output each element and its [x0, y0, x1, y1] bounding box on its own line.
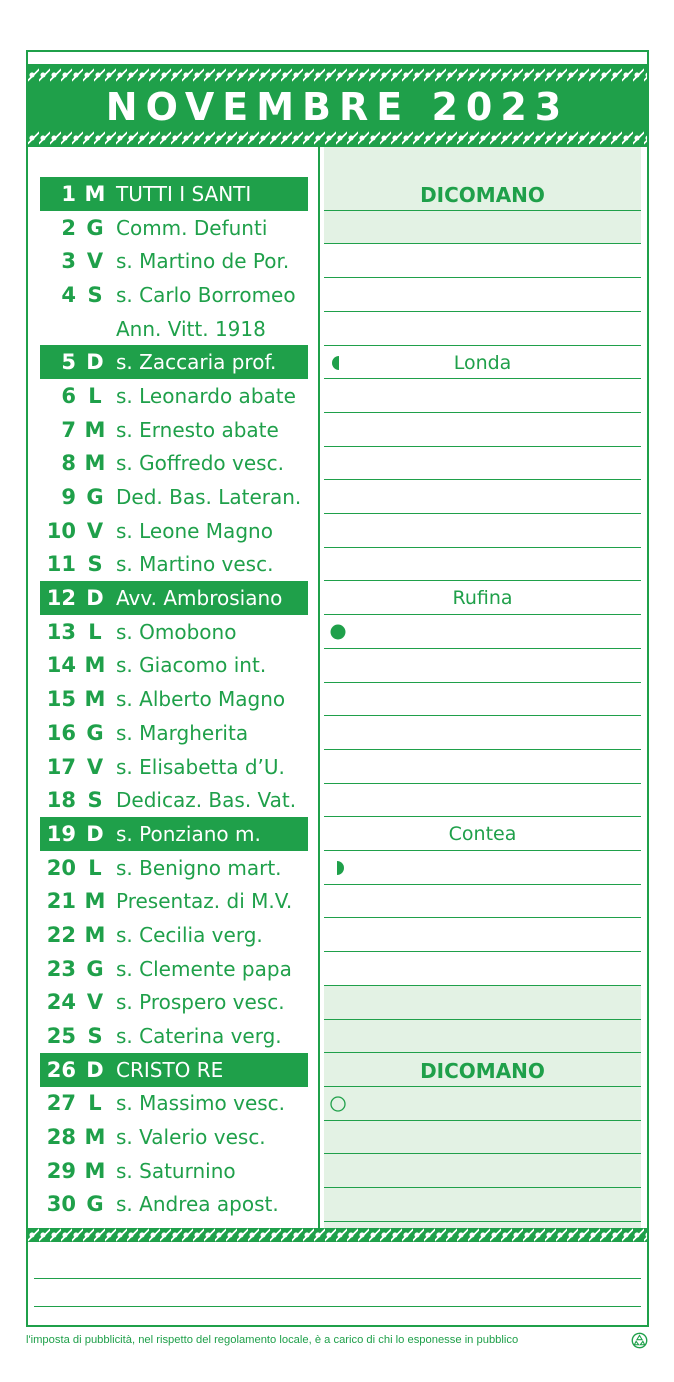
day-row — [40, 851, 308, 885]
day-number: 26 — [46, 1057, 76, 1082]
saint-name: s. Andrea apost. — [116, 1192, 279, 1217]
location-label: Contea — [448, 823, 517, 846]
day-number: 19 — [46, 821, 76, 846]
day-of-week: G — [86, 720, 104, 745]
day-number: 10 — [46, 518, 76, 543]
day-row — [40, 447, 308, 481]
day-number: 29 — [46, 1158, 76, 1183]
days-list — [40, 177, 308, 1221]
ruled-line — [324, 580, 641, 581]
ruled-line — [324, 614, 641, 615]
day-number: 2 — [61, 215, 76, 240]
day-row — [40, 1120, 308, 1154]
last-quarter-moon-icon — [330, 860, 346, 876]
day-of-week: G — [86, 1192, 104, 1217]
day-row — [40, 649, 308, 683]
day-of-week: M — [84, 889, 106, 914]
day-number: 1 — [61, 181, 76, 206]
day-row-note — [40, 312, 308, 346]
ruled-line — [324, 682, 641, 683]
decorative-border-header-bottom — [28, 131, 647, 145]
ruled-line — [324, 243, 641, 244]
calendar-frame — [26, 50, 649, 1327]
day-row — [40, 750, 308, 784]
location-label: Londa — [453, 351, 512, 374]
day-of-week: G — [86, 956, 104, 981]
day-row — [40, 413, 308, 447]
saint-name: Ann. Vitt. 1918 — [116, 316, 266, 341]
ruled-line — [324, 1052, 641, 1053]
notes-area — [34, 1244, 641, 1324]
day-row — [40, 345, 308, 379]
day-number: 13 — [46, 619, 76, 644]
new-moon-icon — [330, 624, 346, 640]
day-row — [40, 615, 308, 649]
day-row — [40, 1188, 308, 1222]
saint-name: s. Zaccaria prof. — [116, 350, 277, 375]
day-row — [40, 783, 308, 817]
ruled-line — [324, 850, 641, 851]
day-of-week: D — [86, 350, 104, 375]
shaded-area — [324, 986, 641, 1228]
saint-name: Presentaz. di M.V. — [116, 889, 293, 914]
ruled-line — [324, 412, 641, 413]
ruled-line — [324, 277, 641, 278]
decorative-border-top — [28, 68, 647, 82]
ruled-line — [324, 378, 641, 379]
saint-name: s. Cecilia verg. — [116, 922, 263, 947]
saint-name: s. Omobono — [116, 619, 237, 644]
day-of-week: L — [88, 1091, 102, 1116]
day-of-week: S — [87, 788, 103, 813]
saint-name: s. Saturnino — [116, 1158, 236, 1183]
saint-name: s. Ponziano m. — [116, 821, 261, 846]
day-of-week: M — [84, 181, 106, 206]
ruled-line — [324, 479, 641, 480]
day-of-week: L — [88, 619, 102, 644]
day-number: 6 — [61, 383, 76, 408]
day-number: 28 — [46, 1125, 76, 1150]
ruled-line — [324, 749, 641, 750]
location-label: DICOMANO — [420, 183, 545, 207]
ruled-line — [324, 1019, 641, 1020]
saint-name: s. Carlo Borromeo — [116, 282, 296, 307]
saint-name: s. Leone Magno — [116, 518, 273, 543]
day-of-week: M — [84, 922, 106, 947]
decorative-border-bottom — [28, 1228, 647, 1242]
day-row — [40, 884, 308, 918]
day-number: 14 — [46, 653, 76, 678]
saint-name: s. Caterina verg. — [116, 1024, 282, 1049]
day-row — [40, 514, 308, 548]
page-title: NOVEMBRE 2023 — [105, 85, 570, 129]
day-number: 16 — [46, 720, 76, 745]
saint-name: CRISTO RE — [116, 1057, 224, 1082]
day-row — [40, 1154, 308, 1188]
saint-name: TUTTI I SANTI — [116, 181, 252, 206]
day-number: 21 — [46, 889, 76, 914]
day-row — [40, 716, 308, 750]
day-of-week: M — [84, 653, 106, 678]
day-number: 11 — [46, 552, 76, 577]
footer-note: l'imposta di pubblicità, nel rispetto del regolamento locale, è a carico di chi lo esponesse in pubblico — [26, 1334, 519, 1346]
ruled-line — [324, 985, 641, 986]
day-of-week: G — [86, 215, 104, 240]
day-number: 7 — [61, 417, 76, 442]
day-number: 25 — [46, 1024, 76, 1049]
ruled-line — [324, 1187, 641, 1188]
day-number: 20 — [46, 855, 76, 880]
saint-name: Dedicaz. Bas. Vat. — [116, 788, 297, 813]
full-moon-icon — [330, 1096, 346, 1112]
day-row — [40, 1087, 308, 1121]
saint-name: s. Alberto Magno — [116, 687, 286, 712]
day-row — [40, 986, 308, 1020]
saint-name: s. Giacomo int. — [116, 653, 267, 678]
saint-name: Comm. Defunti — [116, 215, 268, 240]
saint-name: s. Ernesto abate — [116, 417, 279, 442]
notes-column — [324, 147, 641, 1228]
ruled-line — [324, 345, 641, 346]
day-of-week: V — [86, 518, 104, 543]
first-quarter-moon-icon — [330, 355, 346, 371]
day-row — [40, 244, 308, 278]
location-label: Rufina — [452, 587, 513, 610]
day-of-week: D — [86, 1057, 104, 1082]
ruled-line — [324, 783, 641, 784]
ruled-line — [324, 513, 641, 514]
day-of-week: M — [84, 451, 106, 476]
day-row — [40, 379, 308, 413]
saint-name: s. Prospero vesc. — [116, 990, 285, 1015]
saint-name: s. Martino de Por. — [116, 249, 290, 274]
ruled-line — [324, 1086, 641, 1087]
day-number: 27 — [46, 1091, 76, 1116]
day-row — [40, 480, 308, 514]
saint-name: s. Margherita — [116, 720, 249, 745]
day-number: 8 — [61, 451, 76, 476]
day-of-week: G — [86, 485, 104, 510]
ruled-line — [324, 1120, 641, 1121]
day-row — [40, 211, 308, 245]
day-row — [40, 1053, 308, 1087]
day-number: 15 — [46, 687, 76, 712]
saint-name: s. Elisabetta d’U. — [116, 754, 285, 779]
day-of-week: M — [84, 687, 106, 712]
day-number: 5 — [61, 350, 76, 375]
day-row — [40, 177, 308, 211]
note-line — [34, 1278, 641, 1279]
day-number: 9 — [61, 485, 76, 510]
location-label: DICOMANO — [420, 1059, 545, 1084]
saint-name: s. Massimo vesc. — [116, 1091, 286, 1116]
day-number: 12 — [46, 586, 76, 611]
saint-name: s. Valerio vesc. — [116, 1125, 266, 1150]
day-number: 17 — [46, 754, 76, 779]
day-of-week: S — [87, 552, 103, 577]
saint-name: s. Benigno mart. — [116, 855, 282, 880]
day-of-week: M — [84, 1125, 106, 1150]
ruled-line — [324, 311, 641, 312]
ruled-line — [324, 715, 641, 716]
ruled-line — [324, 648, 641, 649]
day-of-week: D — [86, 586, 104, 611]
day-of-week: S — [87, 282, 103, 307]
column-divider — [318, 147, 320, 1228]
day-number: 22 — [46, 922, 76, 947]
day-of-week: L — [88, 855, 102, 880]
day-number: 18 — [46, 788, 76, 813]
day-of-week: M — [84, 417, 106, 442]
calendar-header — [28, 64, 647, 147]
day-of-week: L — [88, 383, 102, 408]
day-row — [40, 1019, 308, 1053]
day-of-week: S — [87, 1024, 103, 1049]
saint-name: s. Clemente papa — [116, 956, 292, 981]
day-number: 30 — [46, 1192, 76, 1217]
saint-name: s. Goffredo vesc. — [116, 451, 284, 476]
note-line — [34, 1306, 641, 1307]
day-row — [40, 952, 308, 986]
day-row — [40, 817, 308, 851]
day-row — [40, 581, 308, 615]
day-row — [40, 918, 308, 952]
ruled-line — [324, 951, 641, 952]
saint-name: s. Leonardo abate — [116, 383, 296, 408]
recycle-logo-icon — [631, 1332, 648, 1349]
day-number: 4 — [61, 282, 76, 307]
day-row — [40, 682, 308, 716]
saint-name: Ded. Bas. Lateran. — [116, 485, 302, 510]
ruled-line — [324, 1153, 641, 1154]
saint-name: s. Martino vesc. — [116, 552, 274, 577]
ruled-line — [324, 210, 641, 211]
saint-name: Avv. Ambrosiano — [116, 586, 283, 611]
day-row — [40, 548, 308, 582]
day-of-week: V — [86, 754, 104, 779]
day-row — [40, 278, 308, 312]
day-of-week: D — [86, 821, 104, 846]
day-of-week: V — [86, 249, 104, 274]
day-of-week: V — [86, 990, 104, 1015]
ruled-line — [324, 884, 641, 885]
day-number: 24 — [46, 990, 76, 1015]
ruled-line — [324, 1221, 641, 1222]
ruled-line — [324, 917, 641, 918]
ruled-line — [324, 446, 641, 447]
ruled-line — [324, 547, 641, 548]
day-of-week: M — [84, 1158, 106, 1183]
ruled-line — [324, 816, 641, 817]
day-number: 23 — [46, 956, 76, 981]
day-number: 3 — [61, 249, 76, 274]
